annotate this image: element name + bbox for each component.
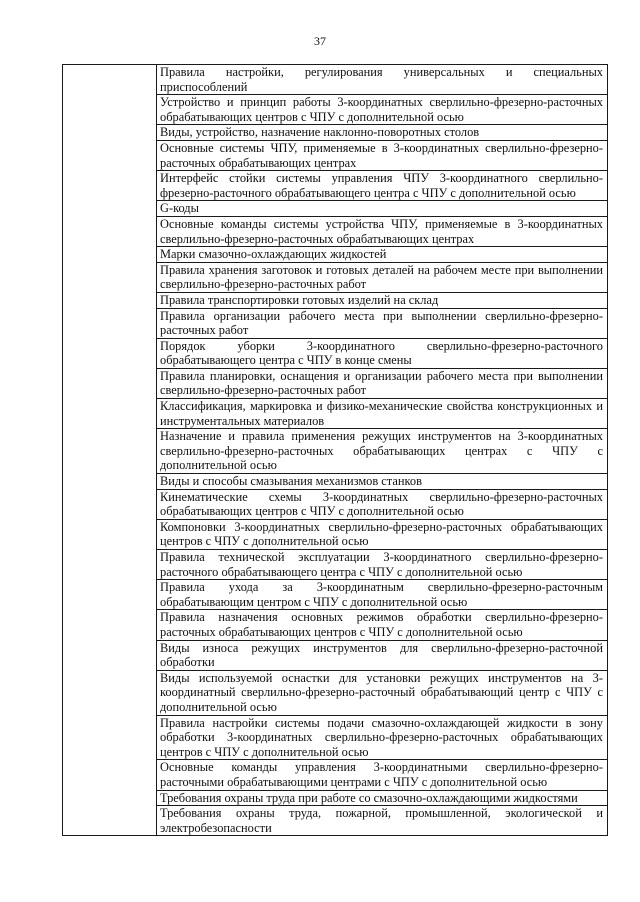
table-cell	[157, 715, 608, 760]
cell-text: Правила настройки системы подачи смазочно-охлаждающей жидкости в зону обработки 3-координатных сверлильно-фрезерно-расточных обрабатывающих центров с ЧПУ с дополнительной осью	[160, 715, 603, 759]
table-cell	[157, 474, 608, 490]
table-cell	[157, 216, 608, 246]
cell-text: Основные команды управления 3-координатными сверлильно-фрезерно-расточными обрабатывающими центрами с ЧПУ с дополнительной осью	[160, 760, 603, 789]
cell-text: Требования охраны труда при работе со смазочно-охлаждающими жидкостями	[160, 790, 578, 805]
page-number: 37	[314, 34, 326, 48]
cell-text: Кинематические схемы 3-координатных сверлильно-фрезерно-расточных обрабатывающих центров с ЧПУ с дополнительной осью	[160, 489, 603, 519]
table-cell	[157, 201, 608, 217]
left-label-column	[63, 65, 157, 836]
cell-text: Правила планировки, оснащения и организации рабочего места при выполнении сверлильно-фрезерно-расточных работ	[160, 368, 603, 398]
cell-text: Требования охраны труда, пожарной, промышленной, экологической и электробезопасности	[160, 806, 603, 835]
cell-text: Правила транспортировки готовых изделий на склад	[160, 292, 439, 307]
cell-text: Виды используемой оснастки для установки режущих инструментов на 3-координатный сверлильно-фрезерно-расточный обрабатывающий центр с ЧПУ с дополнительной осью	[160, 670, 603, 714]
cell-text: Порядок уборки 3-координатного сверлильно-фрезерно-расточного обрабатывающего центра с ЧПУ в конце смены	[160, 338, 603, 368]
table-cell	[157, 670, 608, 715]
cell-text: Правила хранения заготовок и готовых деталей на рабочем месте при выполнении сверлильно-фрезерно-расточных работ	[160, 262, 603, 292]
table-cell	[157, 171, 608, 201]
table-cell	[157, 760, 608, 790]
cell-text: G-коды	[160, 201, 199, 216]
cell-text: Правила технической эксплуатации 3-координатного сверлильно-фрезерно-расточного обрабатывающего центра с ЧПУ с дополнительной осью	[160, 550, 603, 579]
table-cell	[157, 95, 608, 125]
cell-text: Правила ухода за 3-координатным сверлильно-фрезерно-расточным обрабатывающим центром с ЧПУ с дополнительной осью	[160, 580, 603, 609]
cell-text: Классификация, маркировка и физико-механические свойства конструкционных и инструментальных материалов	[160, 399, 603, 428]
table-cell	[157, 806, 608, 836]
cell-text: Виды и способы смазывания механизмов станков	[160, 474, 422, 489]
table-cell	[157, 368, 608, 398]
table-cell	[157, 550, 608, 580]
table-cell	[157, 489, 608, 519]
table-cell	[157, 338, 608, 368]
table-cell	[157, 292, 608, 308]
table-cell	[157, 790, 608, 806]
table-cell	[157, 262, 608, 292]
table-cell	[157, 125, 608, 141]
cell-text: Виды, устройство, назначение наклонно-поворотных столов	[160, 125, 480, 140]
table-cell	[157, 140, 608, 170]
table-cell	[157, 308, 608, 338]
cell-text: Правила настройки, регулирования универсальных и специальных приспособлений	[160, 65, 603, 94]
cell-text: Основные системы ЧПУ, применяемые в 3-координатных сверлильно-фрезерно-расточных обрабатывающих центрах	[160, 140, 603, 170]
table-cell	[157, 247, 608, 263]
table-cell	[157, 429, 608, 474]
table-cell	[157, 399, 608, 429]
table-cell	[157, 580, 608, 610]
cell-text: Марки смазочно-охлаждающих жидкостей	[160, 247, 387, 262]
cell-text: Правила организации рабочего места при выполнении сверлильно-фрезерно-расточных работ	[160, 308, 603, 338]
cell-text: Виды износа режущих инструментов для сверлильно-фрезерно-расточной обработки	[160, 640, 603, 670]
table-cell	[157, 610, 608, 640]
cell-text: Устройство и принцип работы 3-координатных сверлильно-фрезерно-расточных обрабатывающих центров с ЧПУ с дополнительной осью	[160, 95, 603, 124]
cell-text: Правила назначения основных режимов обработки сверлильно-фрезерно-расточных обрабатывающих центров с ЧПУ с дополнительной осью	[160, 610, 603, 639]
requirements-table	[62, 64, 608, 836]
table-cell	[157, 640, 608, 670]
table-cell	[157, 519, 608, 549]
table-row	[63, 65, 608, 95]
table-cell	[157, 65, 608, 95]
cell-text: Основные команды системы устройства ЧПУ, применяемые в 3-координатных сверлильно-фрезерно-расточных обрабатывающих центрах	[160, 216, 603, 246]
cell-text: Компоновки 3-координатных сверлильно-фрезерно-расточных обрабатывающих центров с ЧПУ с дополнительной осью	[160, 519, 603, 549]
requirements-table-body	[63, 65, 608, 836]
cell-text: Интерфейс стойки системы управления ЧПУ 3-координатного сверлильно-фрезерно-расточного обрабатывающего центра с ЧПУ с дополнительной осью	[160, 171, 603, 200]
cell-text: Назначение и правила применения режущих инструментов на 3-координатных сверлильно-фрезерно-расточных обрабатывающих центрах с ЧПУ с дополнительной осью	[160, 429, 603, 473]
